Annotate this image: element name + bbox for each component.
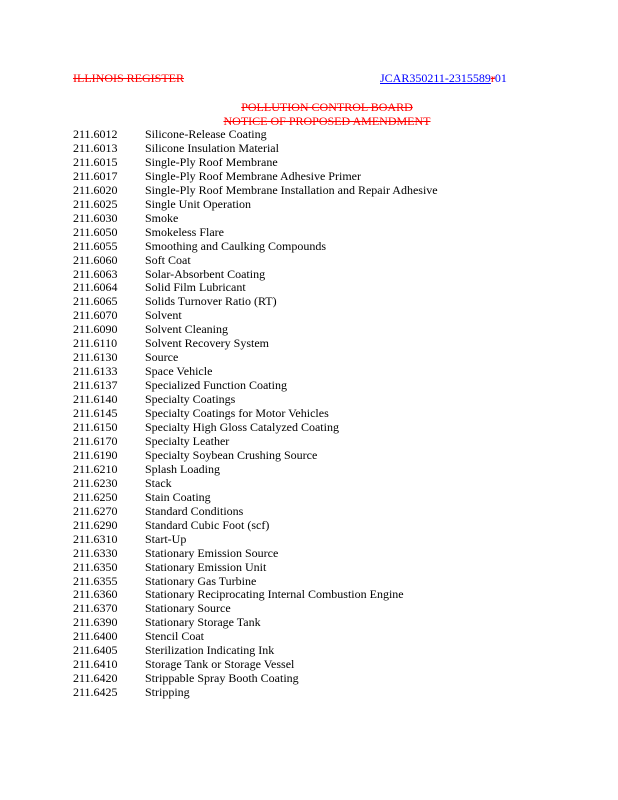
section-name: Stripping <box>145 685 190 700</box>
section-number: 211.6063 <box>73 266 118 281</box>
section-row <box>73 547 438 561</box>
section-number: 211.6025 <box>73 196 118 211</box>
section-number: 211.6370 <box>73 601 118 616</box>
section-row <box>73 128 438 142</box>
section-number: 211.6060 <box>73 252 118 267</box>
jcar-code <box>380 71 507 86</box>
section-number: 211.6090 <box>73 322 118 337</box>
section-row <box>73 254 438 268</box>
section-name: Smoke <box>145 210 179 225</box>
section-name: Specialty Coatings <box>145 392 236 407</box>
section-row <box>73 616 438 630</box>
section-name: Stain Coating <box>145 489 211 504</box>
section-name: Stencil Coat <box>145 629 204 644</box>
section-name: Stationary Storage Tank <box>145 615 261 630</box>
section-number: 211.6190 <box>73 447 118 462</box>
section-number: 211.6420 <box>73 671 118 686</box>
section-row <box>73 449 438 463</box>
section-name: Standard Conditions <box>145 503 244 518</box>
section-list <box>73 128 438 700</box>
section-name: Space Vehicle <box>145 364 213 379</box>
section-name: Specialty High Gloss Catalyzed Coating <box>145 420 339 435</box>
section-name: Standard Cubic Foot (scf) <box>145 517 270 532</box>
section-number: 211.6405 <box>73 643 118 658</box>
section-name: Single-Ply Roof Membrane Installation and Repair Adhesive <box>145 182 438 197</box>
section-name: Specialty Soybean Crushing Source <box>145 447 318 462</box>
section-number: 211.6055 <box>73 238 118 253</box>
section-name: Stack <box>145 475 172 490</box>
section-row <box>73 240 438 254</box>
section-name: Strippable Spray Booth Coating <box>145 671 299 686</box>
section-row <box>73 463 438 477</box>
section-number: 211.6355 <box>73 573 118 588</box>
section-number: 211.6250 <box>73 489 118 504</box>
section-number: 211.6065 <box>73 294 118 309</box>
section-name: Stationary Reciprocating Internal Combustion Engine <box>145 587 404 602</box>
section-row <box>73 309 438 323</box>
section-number: 211.6350 <box>73 559 118 574</box>
section-number: 211.6140 <box>73 392 118 407</box>
section-name: Silicone-Release Coating <box>145 127 267 141</box>
section-row <box>73 226 438 240</box>
notice-title: NOTICE OF PROPOSED AMENDMENT <box>223 114 431 128</box>
jcar-code-strike: r <box>490 71 495 85</box>
section-row <box>73 379 438 393</box>
section-row <box>73 505 438 519</box>
section-name: Single-Ply Roof Membrane <box>145 154 278 169</box>
section-row <box>73 491 438 505</box>
section-row <box>73 561 438 575</box>
section-name: Specialized Function Coating <box>145 378 287 393</box>
register-header: ILLINOIS REGISTER <box>73 71 184 85</box>
board-title: POLLUTION CONTROL BOARD <box>241 100 413 114</box>
section-number: 211.6110 <box>73 336 118 351</box>
section-name: Smokeless Flare <box>145 224 224 239</box>
section-number: 211.6290 <box>73 517 118 532</box>
section-number: 211.6070 <box>73 308 118 323</box>
section-number: 211.6015 <box>73 154 118 169</box>
section-row <box>73 672 438 686</box>
section-name: Stationary Emission Unit <box>145 559 267 574</box>
section-name: Soft Coat <box>145 252 191 267</box>
section-name: Splash Loading <box>145 461 220 476</box>
section-row <box>73 351 438 365</box>
section-row <box>73 630 438 644</box>
section-row <box>73 686 438 700</box>
section-name: Sterilization Indicating Ink <box>145 643 275 658</box>
section-row <box>73 281 438 295</box>
section-row <box>73 533 438 547</box>
section-row <box>73 477 438 491</box>
section-row <box>73 602 438 616</box>
section-row <box>73 323 438 337</box>
section-number: 211.6020 <box>73 182 118 197</box>
section-row <box>73 337 438 351</box>
section-number: 211.6425 <box>73 685 118 700</box>
section-number: 211.6133 <box>73 364 118 379</box>
section-name: Stationary Gas Turbine <box>145 573 257 588</box>
section-number: 211.6137 <box>73 378 118 393</box>
section-row <box>73 156 438 170</box>
section-number: 211.6230 <box>73 475 118 490</box>
section-row <box>73 644 438 658</box>
section-name: Stationary Source <box>145 601 231 616</box>
section-row <box>73 295 438 309</box>
section-row <box>73 588 438 602</box>
section-row <box>73 393 438 407</box>
section-row <box>73 658 438 672</box>
section-row <box>73 268 438 282</box>
section-name: Specialty Leather <box>145 433 230 448</box>
section-name: Start-Up <box>145 531 187 546</box>
section-row <box>73 407 438 421</box>
section-number: 211.6017 <box>73 168 118 183</box>
section-name: Silicone Insulation Material <box>145 140 279 155</box>
section-number: 211.6050 <box>73 224 118 239</box>
section-name: Source <box>145 350 179 365</box>
section-row <box>73 212 438 226</box>
section-number: 211.6400 <box>73 629 118 644</box>
section-row <box>73 421 438 435</box>
document-titles <box>0 100 618 128</box>
jcar-code-end: 01 <box>494 71 507 85</box>
section-name: Solar-Absorbent Coating <box>145 266 266 281</box>
section-number: 211.6330 <box>73 545 118 560</box>
section-row <box>73 142 438 156</box>
section-number: 211.6012 <box>73 127 118 141</box>
section-number: 211.6150 <box>73 420 118 435</box>
section-row <box>73 435 438 449</box>
section-row <box>73 519 438 533</box>
section-name: Solvent Recovery System <box>145 336 269 351</box>
section-number: 211.6145 <box>73 406 118 421</box>
section-number: 211.6030 <box>73 210 118 225</box>
section-name: Smoothing and Caulking Compounds <box>145 238 327 253</box>
section-number: 211.6410 <box>73 657 118 672</box>
section-number: 211.6270 <box>73 503 118 518</box>
section-name: Single-Ply Roof Membrane Adhesive Primer <box>145 168 361 183</box>
section-name: Solvent <box>145 308 182 323</box>
section-name: Solids Turnover Ratio (RT) <box>145 294 277 309</box>
section-name: Stationary Emission Source <box>145 545 279 560</box>
section-row <box>73 198 438 212</box>
section-number: 211.6170 <box>73 433 118 448</box>
section-number: 211.6210 <box>73 461 118 476</box>
section-number: 211.6013 <box>73 140 118 155</box>
section-name: Storage Tank or Storage Vessel <box>145 657 295 672</box>
section-row <box>73 170 438 184</box>
section-row <box>73 575 438 589</box>
section-name: Solvent Cleaning <box>145 322 228 337</box>
section-number: 211.6390 <box>73 615 118 630</box>
section-name: Single Unit Operation <box>145 196 251 211</box>
section-number: 211.6360 <box>73 587 118 602</box>
section-number: 211.6064 <box>73 280 118 295</box>
section-row <box>73 184 438 198</box>
section-name: Solid Film Lubricant <box>145 280 246 295</box>
section-row <box>73 365 438 379</box>
section-name: Specialty Coatings for Motor Vehicles <box>145 406 329 421</box>
section-number: 211.6310 <box>73 531 118 546</box>
jcar-code-base: JCAR350211-2315589 <box>380 71 491 85</box>
section-number: 211.6130 <box>73 350 118 365</box>
